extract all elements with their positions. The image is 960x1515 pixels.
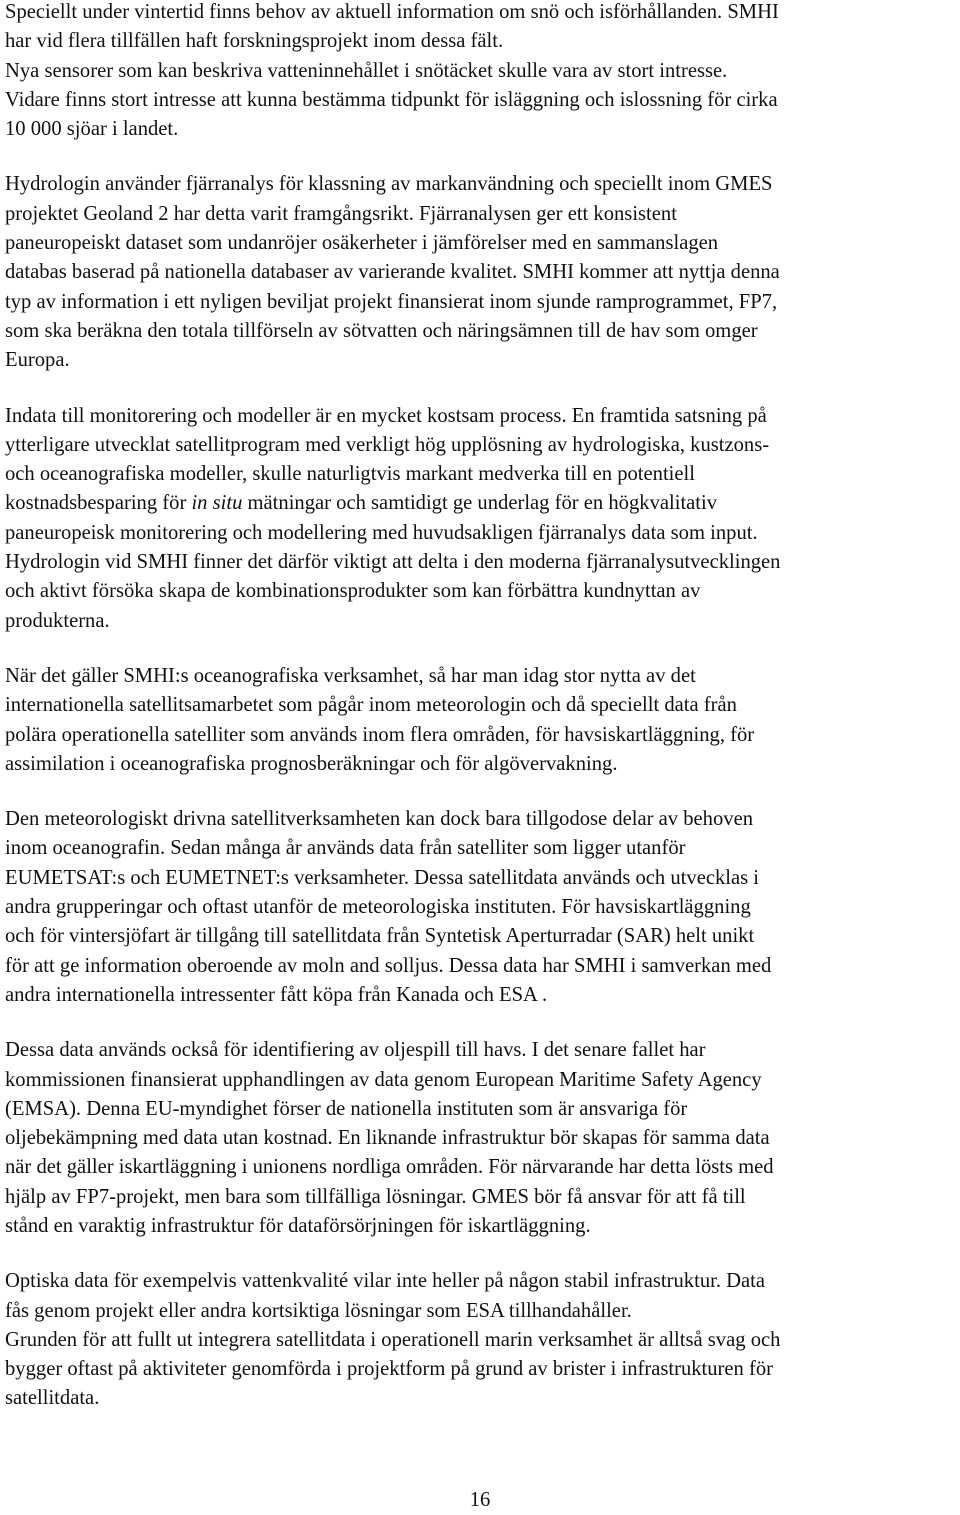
paragraph-monitoring-cost	[5, 402, 957, 636]
paragraph-monitoring-text-end: mätningar och samtidigt ge underlag för en högkvalitativ paneuropeisk monitorering och modellering med huvudsakligen fjärranalys data som input. Hydrologin vid SMHI finner det därför viktigt att delta i den moderna fjärranalysutvecklingen och aktivt försöka skapa de kombinationsprodukter som kan förbättra kundnyttan av produkterna.	[5, 492, 781, 632]
paragraph-oceanography: När det gäller SMHI:s oceanografiska verksamhet, så har man idag stor nytta av det internationella satellitsamarbetet som pågår inom meteorologin och då speciellt data från polära operationella satelliter som används inom flera områden, för havsiskartläggning, för assimilation i oceanografiska prognosberäkningar och för algövervakning.	[5, 664, 755, 775]
page-number: 16	[469, 1489, 491, 1511]
paragraph-conclusion: Grunden för att fullt ut integrera satellitdata i operationell marin verksamhet är alltså svag och bygger oftast på aktiviteter genomförda i projektform på grund av brister i infrastrukturen för satellitdata.	[5, 1328, 781, 1410]
paragraph-hydrology-land-use: Hydrologin använder fjärranalys för klassning av markanvändning och speciellt inom GMES projektet Geoland 2 har detta varit framgångsrikt. Fjärranalysen ger ett konsistent paneuropeiskt dataset som undanröjer osäkerheter i jämförelser med en sammanslagen databas baserad på nationella databaser av varierande kvalitet. SMHI kommer att nyttja denna typ av information i ett nyligen beviljat projekt finansierat inom sjunde ramprogrammet, FP7, som ska beräkna den totala tillförseln av sötvatten och näringsämnen till de hav som omger Europa.	[5, 173, 780, 372]
document-page	[5, 0, 957, 1440]
paragraph-meteorological-satellites: Den meteorologiskt drivna satellitverksamheten kan dock bara tillgodose delar av behoven inom oceanografin. Sedan många år används data från satelliter som ligger utanför EUMETSAT:s och EUMETNET:s verksamheter. Dessa satellitdata används och utvecklas i andra grupperingar och oftast utanför de meteorologiska instituten. För havsiskartläggning och för vintersjöfart är tillgång till satellitdata från Syntetisk Aperturradar (SAR) helt unikt för att ge information oberoende av moln and solljus. Dessa data har SMHI i samverkan med andra internationella intressenter fått köpa från Kanada och ESA .	[5, 808, 772, 1006]
in-situ-emphasis: in situ	[191, 492, 243, 515]
paragraph-snow-ice: Speciellt under vintertid finns behov av aktuell information om snö och isförhållanden. SMHI har vid flera tillfällen haft forskningsprojekt inom dessa fält. Nya sensorer som kan beskriva vatteninnehållet i snötäcket skulle vara av stort intresse. Vidare finns stort intresse att kunna bestämma tidpunkt för isläggning och islossning för cirka 10 000 sjöar i landet.	[5, 1, 779, 141]
paragraph-monitoring-text-start: Indata till monitorering och modeller är en mycket kostsam process. En framtida satsning på ytterligare utvecklat satellitprogram med verkligt hög upplösning av hydrologiska, kustzons- och oceanografiska modeller, skulle naturligtvis markant medverka till en potentiell kostnadsbesparing för	[5, 404, 770, 515]
paragraph-optical-data: Optiska data för exempelvis vattenkvalité vilar inte heller på någon stabil infrastruktur. Data fås genom projekt eller andra kortsiktiga lösningar som ESA tillhandahåller.	[5, 1270, 766, 1322]
paragraph-oil-spill: Dessa data används också för identifiering av oljespill till havs. I det senare fallet har kommissionen finansierat upphandlingen av data genom European Maritime Safety Agency (EMSA). Denna EU-myndighet förser de nationella instituten som är ansvariga för oljebekämpning med data utan kostnad. En liknande infrastruktur bör skapas för samma data när det gäller iskartläggning i unionens nordliga områden. För närvarande har detta lösts med hjälp av FP7-projekt, men bara som tillfälliga lösningar. GMES bör få ansvar för att få till stånd en varaktig infrastruktur för dataförsörjningen för iskartläggning.	[5, 1039, 774, 1237]
